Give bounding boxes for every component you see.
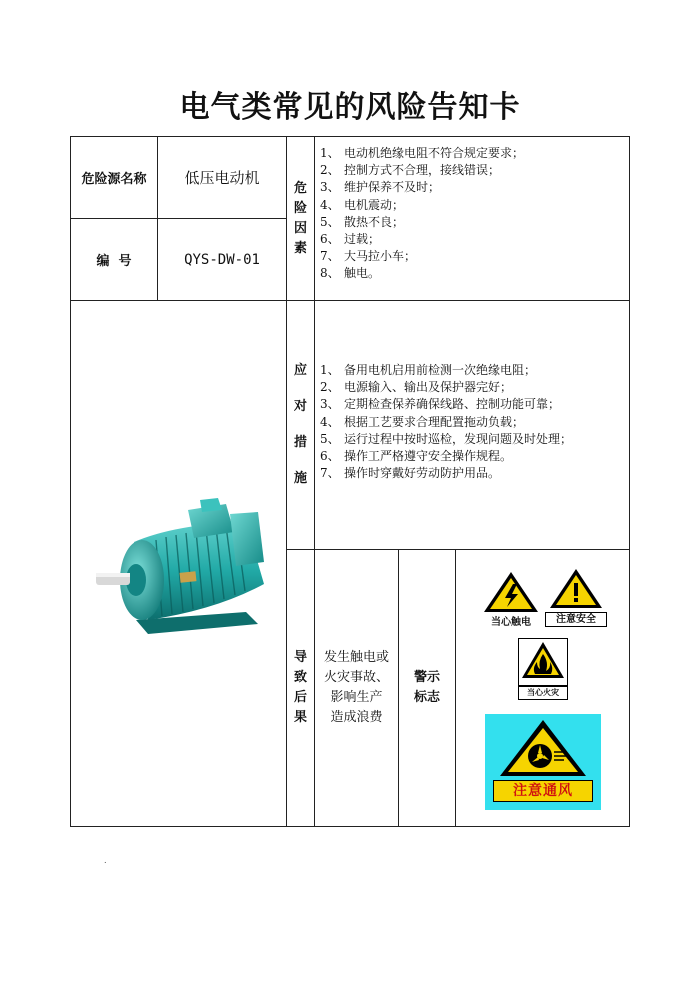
list-item: 6、 过载； <box>320 232 381 247</box>
list-item: 7、 操作时穿戴好劳动防护用品。 <box>320 466 501 481</box>
list-item: 2、 电源输入、输出及保护器完好； <box>320 380 513 395</box>
list-item: 4、 电机震动； <box>320 197 405 212</box>
countermeasures-list-cell <box>320 362 628 512</box>
footer-mark: . <box>104 856 107 865</box>
fire-warning-icon <box>518 638 568 686</box>
safety-sign-text: 注意安全 <box>545 612 607 627</box>
list-item: 7、 大马拉小车； <box>320 249 417 264</box>
list-item: 2、 控制方式不合理，接线错误； <box>320 163 501 178</box>
list-item: 4、 根据工艺要求合理配置拖动负载； <box>320 414 525 429</box>
motor-photo <box>96 492 276 642</box>
hazard-source-value: 低压电动机 <box>184 169 260 187</box>
ventilation-sign-text: 注意通风 <box>493 780 593 802</box>
fire-sign-text: 当心火灾 <box>518 686 568 700</box>
ventilation-fan-icon <box>498 718 588 778</box>
list-item: 3、 定期检查保养确保线路、控制功能可靠； <box>320 397 561 412</box>
countermeasures-label: 应 对 措 施 <box>293 363 307 486</box>
list-item: 8、 触电。 <box>320 266 381 281</box>
risk-factors-label: 危 险 因 素 <box>293 180 307 256</box>
countermeasures-list <box>320 362 572 512</box>
ventilation-sign <box>485 714 601 810</box>
risk-factors-list-cell <box>320 145 625 295</box>
list-item: 5、 散热不良； <box>320 214 405 229</box>
list-item: 1、 备用电机启用前检测一次绝缘电阻； <box>320 363 537 377</box>
list-item: 6、 操作工严格遵守安全操作规程。 <box>320 449 513 464</box>
exclamation-warning-icon <box>545 566 607 612</box>
list-item: 1、 电动机绝缘电阻不符合规定要求； <box>320 146 525 160</box>
page-title: 电气类常见的风险告知卡 <box>179 90 521 125</box>
electric-shock-sign-text: 当心触电 <box>491 617 531 628</box>
consequence-label: 导 致 后 果 <box>293 650 307 725</box>
code-label: 编 号 <box>96 254 132 269</box>
risk-factors-list <box>320 145 524 295</box>
list-item: 3、 维护保养不及时； <box>320 180 441 195</box>
list-item: 5、 运行过程中按时巡检，发现问题及时处理； <box>320 431 573 446</box>
consequence-text: 发生触电或 火灾事故、 影响生产 造成浪费 <box>323 650 389 725</box>
code-value: QYS-DW-01 <box>184 251 260 268</box>
warning-label: 警示 标志 <box>413 670 440 705</box>
hazard-source-label: 危险源名称 <box>81 172 147 187</box>
